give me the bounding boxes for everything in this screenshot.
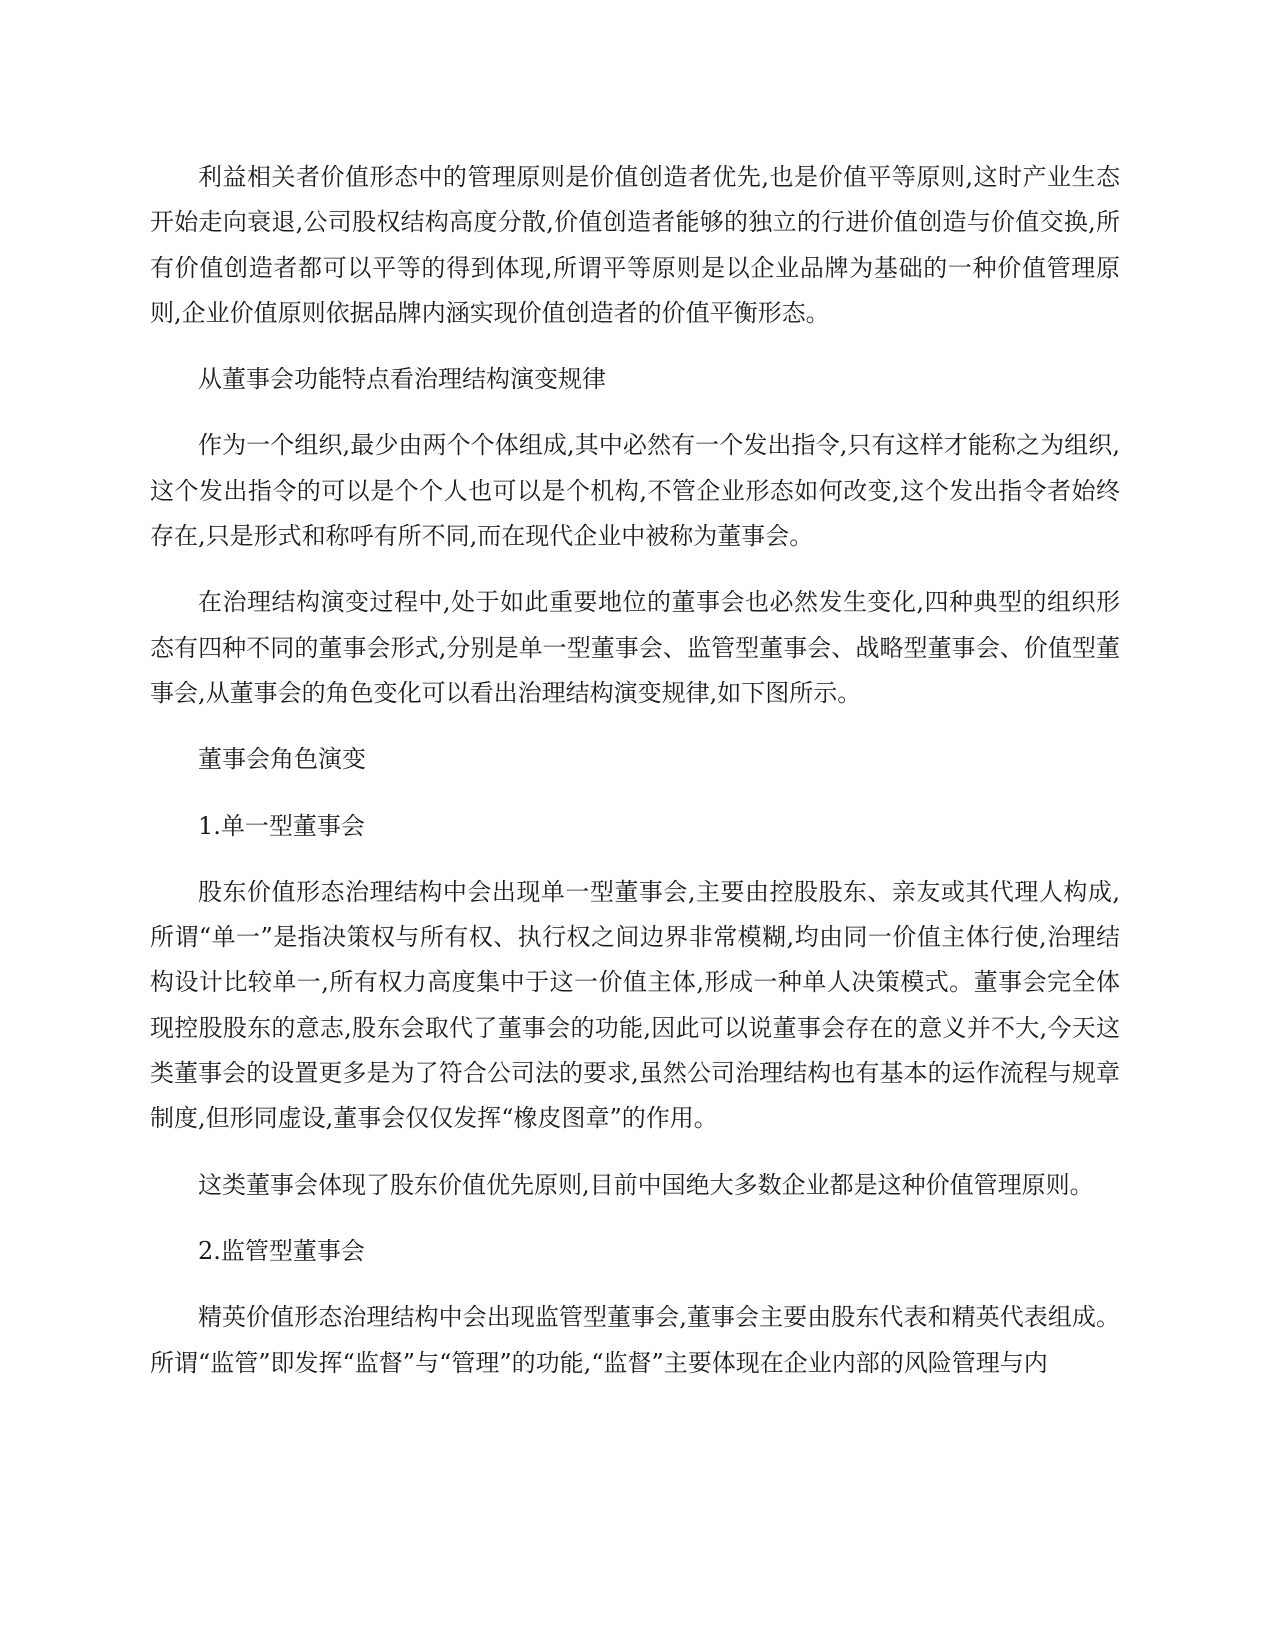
paragraph-organization: 作为一个组织,最少由两个个体组成,其中必然有一个发出指令,只有这样才能称之为组织,这个发出指令的可以是个个人也可以是个机构,不管企业形态如何改变,这个发出指令者始终存在,只是形式和称呼有所不同,而在现代企业中被称为董事会。	[150, 431, 1120, 551]
subheading-single-board: 1.单一型董事会	[198, 811, 365, 840]
section-heading-board-role: 董事会角色演变	[198, 745, 366, 774]
paragraph-single-board: 股东价值形态治理结构中会出现单一型董事会,主要由控股股东、亲友或其代理人构成,所谓“单一”是指决策权与所有权、执行权之间边界非常模糊,均由同一价值主体行使,治理结构设计比较单一,所有权力高度集中于这一价值主体,形成一种单人决策模式。董事会完全体现控股股东的意志,股东会取代了董事会的功能,因此可以说董事会存在的意义并不大,今天这类董事会的设置更多是为了符合公司法的要求,虽然公司治理结构也有基本的运作流程与规章制度,但形同虚设,董事会仅仅发挥“橡皮图章”的作用。	[150, 877, 1120, 1133]
paragraph-governance-evolution: 在治理结构演变过程中,处于如此重要地位的董事会也必然发生变化,四种典型的组织形态有四种不同的董事会形式,分别是单一型董事会、监管型董事会、战略型董事会、价值型董事会,从董事会的角色变化可以看出治理结构演变规律,如下图所示。	[150, 588, 1120, 707]
document-body	[150, 155, 1120, 1407]
paragraph-stakeholder-value: 利益相关者价值形态中的管理原则是价值创造者优先,也是价值平等原则,这时产业生态开始走向衰退,公司股权结构高度分散,价值创造者能够的独立的行进价值创造与价值交换,所有价值创造者都可以平等的得到体现,所谓平等原则是以企业品牌为基础的一种价值管理原则,企业价值原则依据品牌内涵实现价值创造者的价值平衡形态。	[150, 163, 1120, 327]
section-heading-board-function: 从董事会功能特点看治理结构演变规律	[198, 365, 606, 394]
paragraph-supervisory-board: 精英价值形态治理结构中会出现监管型董事会,董事会主要由股东代表和精英代表组成。所谓“监管”即发挥“监督”与“管理”的功能,“监督”主要体现在企业内部的风险管理与内	[150, 1303, 1120, 1377]
paragraph-shareholder-priority: 这类董事会体现了股东价值优先原则,目前中国绝大多数企业都是这种价值管理原则。	[198, 1170, 1094, 1199]
subheading-supervisory-board: 2.监管型董事会	[198, 1236, 365, 1265]
